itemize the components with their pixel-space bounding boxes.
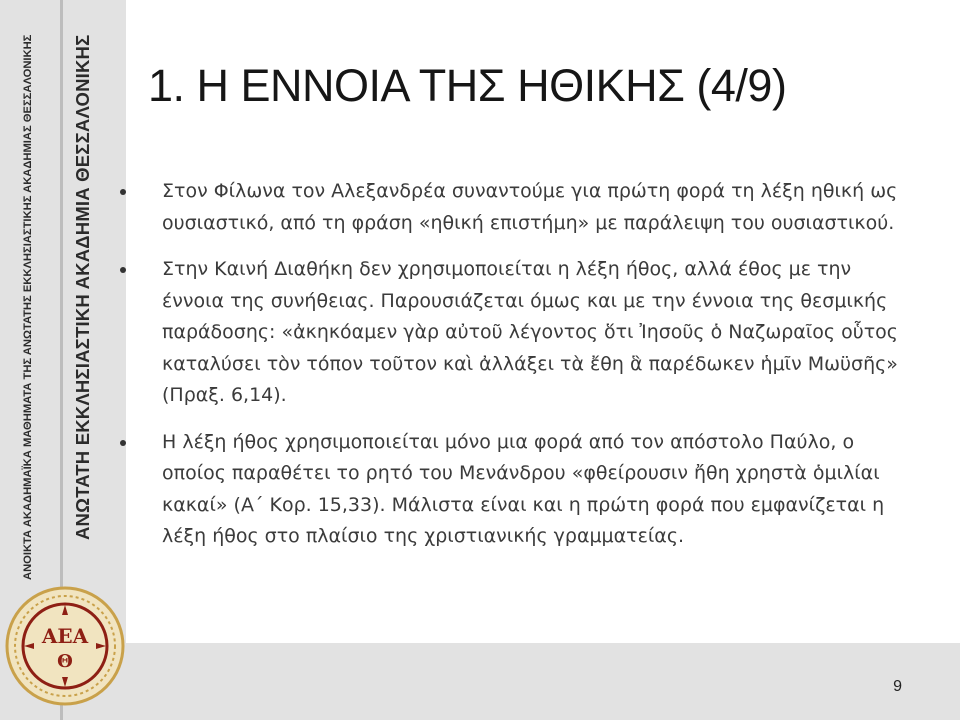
bullet-item	[120, 254, 910, 412]
sidebar	[0, 0, 126, 720]
bullet-list	[120, 176, 910, 568]
page-number: 9	[893, 678, 902, 695]
bullet-text: Η λέξη ήθος χρησιμοποιείται μόνο μια φορά από τον απόστολο Παύλο, ο οποίος παραθέτει το ρητό του Μενάνδρου «φθείρουσιν ἤθη χρηστὰ ὁμιλίαι κακαί» (Α΄ Κορ. 15,33). Μάλιστα είναι και η πρώτη φορά που εμφανίζεται η λέξη ήθος στο πλαίσιο της χριστιανικής γραμματείας.	[162, 430, 885, 547]
slide-title: 1. Η ΕΝΝΟΙΑ ΤΗΣ ΗΘΙΚΗΣ (4/9)	[148, 60, 787, 111]
sidebar-small-caption: ΑΝΟΙΚΤΑ ΑΚΑΔΗΜΑΪΚΑ ΜΑΘΗΜΑΤΑ ΤΗΣ ΑΝΩΤΑΤΗΣ ΕΚΚΛΗΣΙΑΣΤΙΚΗΣ ΑΚΑΔΗΜΙΑΣ ΘΕΣΣΑΛΟΝΙΚΗΣ	[22, 34, 34, 580]
footer-bar	[126, 643, 960, 720]
bullet-dot-icon	[120, 189, 126, 195]
bullet-item	[120, 427, 910, 553]
bullet-text: Στην Καινή Διαθήκη δεν χρησιμοποιείται η λέξη ήθος, αλλά έθος με την έννοια της συνήθειας. Παρουσιάζεται όμως και με την έννοια της θεσμικής παράδοσης: «ἀκηκόαμεν γὰρ αὐτοῦ λέγοντος ὅτι Ἰησοῦς ὁ Ναζωραῖος οὗτος καταλύσει τὸν τόπον τοῦτον καὶ ἀλλάξει τὰ ἔθη ἃ παρέδωκεν ἡμῖν Μωϋσῆς» (Πραξ. 6,14).	[162, 258, 898, 406]
bullet-dot-icon	[120, 267, 126, 273]
bullet-item	[120, 176, 910, 239]
svg-text:Θ: Θ	[57, 651, 73, 672]
sidebar-academy-name: ΑΝΩΤΑΤΗ ΕΚΚΛΗΣΙΑΣΤΙΚΗ ΑΚΑΔΗΜΙΑ ΘΕΣΣΑΛΟΝΙΚΗΣ	[72, 34, 93, 540]
bullet-text: Στον Φίλωνα τον Αλεξανδρέα συναντούμε για πρώτη φορά τη λέξη ηθική ως ουσιαστικό, από τη φράση «ηθική επιστήμη» με παράλειψη του ουσιαστικού.	[162, 180, 898, 234]
svg-text:ΑΕΑ: ΑΕΑ	[41, 624, 89, 648]
academy-seal-icon	[4, 585, 126, 707]
bullet-dot-icon	[120, 440, 126, 446]
